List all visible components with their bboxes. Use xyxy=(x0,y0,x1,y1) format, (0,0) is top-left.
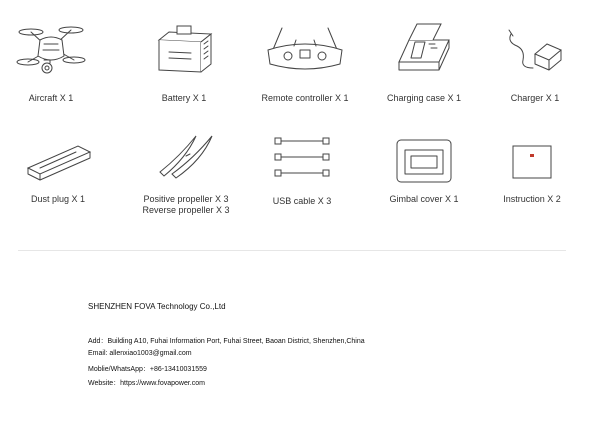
company-name: SHENZHEN FOVA Technology Co.,Ltd xyxy=(88,302,226,311)
item-label: Charging case X 1 xyxy=(386,93,462,103)
item-dust-plug xyxy=(20,138,96,205)
item-label: Gimbal cover X 1 xyxy=(389,194,459,204)
item-gimbal-cover xyxy=(382,136,466,205)
item-propellers xyxy=(136,128,236,216)
section-divider xyxy=(18,250,566,251)
item-aircraft xyxy=(12,18,90,104)
company-email: Email: allenxiao1003@gmail.com xyxy=(88,350,192,357)
item-battery xyxy=(143,18,225,104)
gimbal-cover-icon xyxy=(389,136,459,186)
charging-case-icon xyxy=(391,18,457,82)
usb-cable-icon xyxy=(267,132,337,184)
dust-plug-icon xyxy=(20,138,96,186)
instruction-booklet-icon xyxy=(507,140,557,184)
item-label: Positive propeller X 3 xyxy=(143,194,229,204)
item-label: Remote controller X 1 xyxy=(261,93,349,103)
remote-controller-icon xyxy=(260,18,350,82)
item-label: Dust plug X 1 xyxy=(30,194,86,204)
company-phone: Moblie/WhatsApp：+86-13410031559 xyxy=(88,366,207,373)
item-label: Instruction X 2 xyxy=(503,194,561,204)
item-label: Aircraft X 1 xyxy=(28,93,74,103)
company-website: Website：https://www.fovapower.com xyxy=(88,380,205,387)
item-label: Battery X 1 xyxy=(161,93,207,103)
company-address: Add：Building A10, Fuhai Information Port, Fuhai Street, Baoan District, Shenzhen,China xyxy=(88,338,365,345)
item-remote-controller xyxy=(258,18,352,104)
item-instruction xyxy=(500,140,564,205)
item-usb-cable xyxy=(264,132,340,207)
propeller-icon xyxy=(146,128,226,180)
item-charging-case xyxy=(383,18,465,104)
item-label: USB cable X 3 xyxy=(272,196,332,206)
charger-icon xyxy=(505,18,565,82)
item-label-secondary: Reverse propeller X 3 xyxy=(142,205,230,215)
item-charger xyxy=(505,18,565,104)
item-label: Charger X 1 xyxy=(510,93,560,103)
battery-icon xyxy=(149,18,219,82)
aircraft-icon xyxy=(16,18,86,82)
